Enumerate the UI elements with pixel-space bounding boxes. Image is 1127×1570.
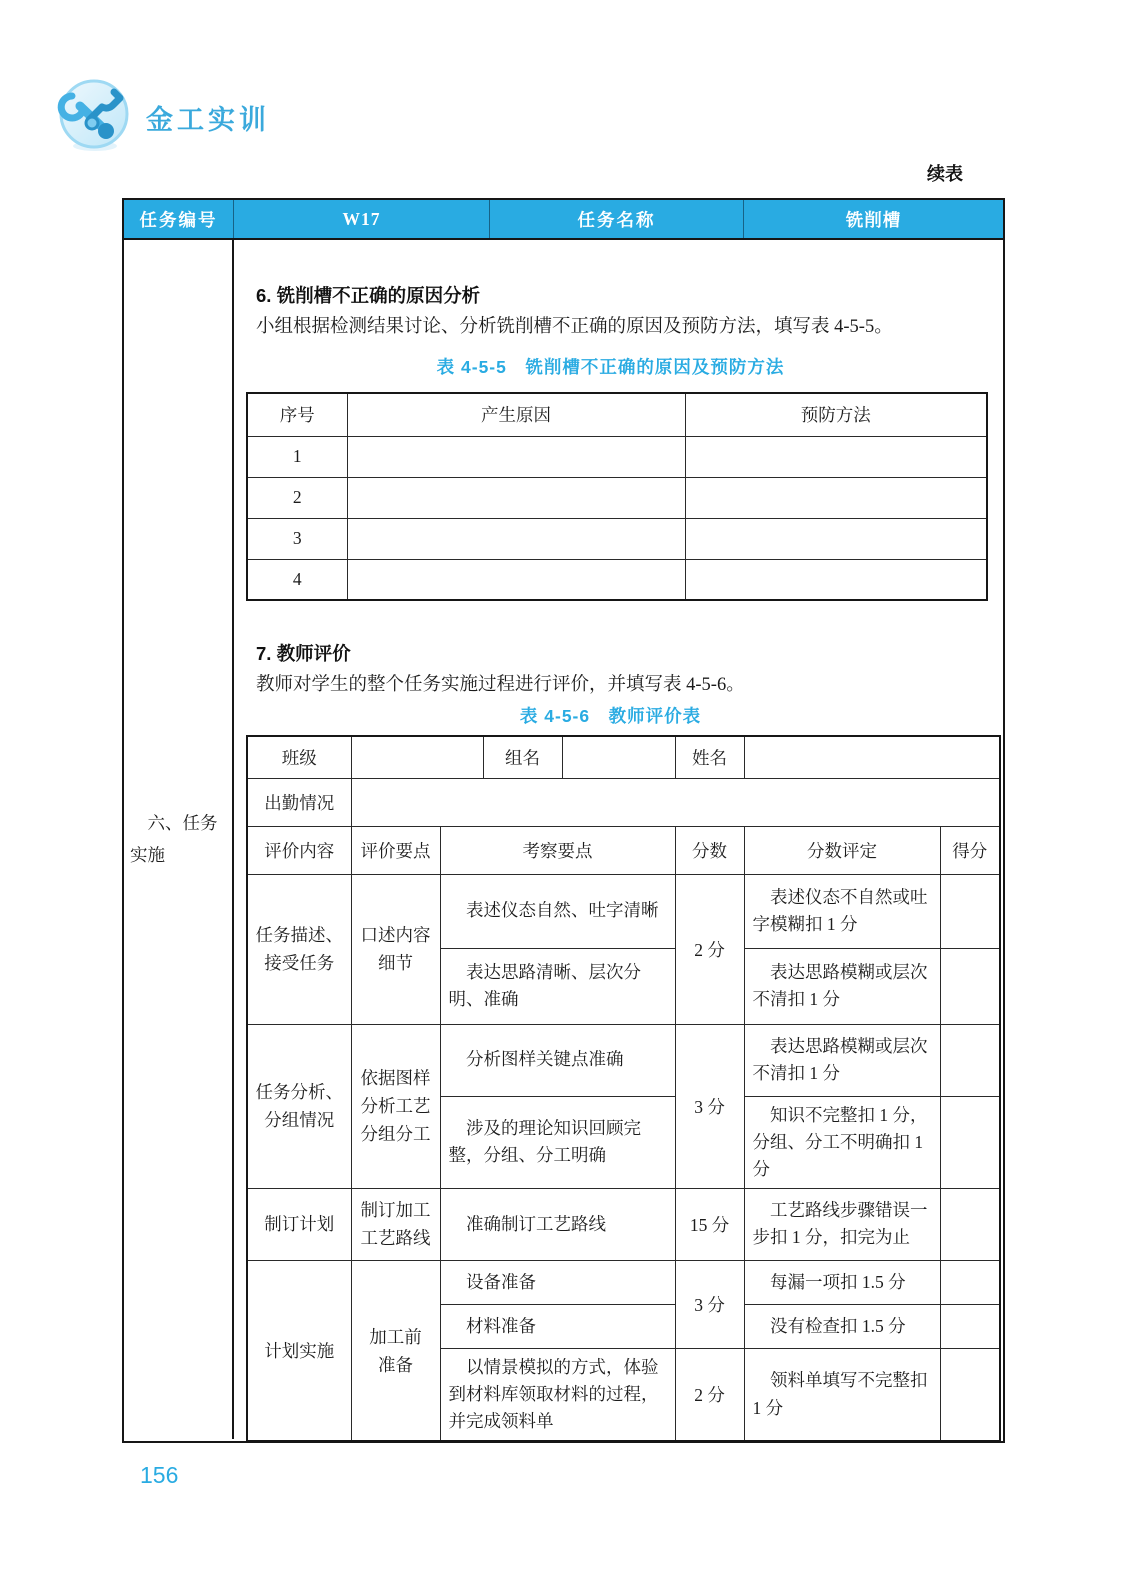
score-cell: 15 分	[675, 1188, 744, 1260]
wrench-logo-icon	[56, 76, 134, 159]
section-6-body: 小组根据检测结果讨论、分析铣削槽不正确的原因及预防方法，填写表 4-5-5。	[256, 317, 893, 337]
grading-cell: 表述仪态不自然或吐字模糊扣 1 分	[744, 874, 940, 948]
attendance-row	[247, 778, 1000, 826]
content-cell: 任务分析、分组情况	[247, 1024, 351, 1188]
name-input-cell	[744, 736, 1000, 778]
continued-table-label: 续表	[927, 164, 963, 184]
score-cell: 3 分	[675, 1260, 744, 1348]
seq-cell: 2	[247, 477, 347, 518]
brand	[56, 76, 270, 159]
inspect-cell: 表达思路清晰、层次分明、准确	[440, 948, 675, 1024]
col-header-seq: 序号	[247, 393, 347, 436]
score-cell: 2 分	[675, 1348, 744, 1441]
class-input-cell	[351, 736, 483, 778]
eval-row	[247, 1260, 1000, 1304]
point-cell: 口述内容细节	[351, 874, 440, 1024]
empty-cell	[347, 436, 685, 477]
cause-table-header-row	[247, 393, 987, 436]
result-cell	[940, 1024, 1000, 1096]
empty-cell	[347, 518, 685, 559]
content-cell: 制订计划	[247, 1188, 351, 1260]
point-cell: 制订加工工艺路线	[351, 1188, 440, 1260]
point-cell: 依据图样分析工艺分组分工	[351, 1024, 440, 1188]
attendance-label-cell: 出勤情况	[247, 778, 351, 826]
inspect-cell: 涉及的理论知识回顾完整，分组、分工明确	[440, 1096, 675, 1188]
result-cell	[940, 1260, 1000, 1304]
task-name-value: 铣削槽	[845, 209, 902, 230]
grading-cell: 每漏一项扣 1.5 分	[744, 1260, 940, 1304]
empty-cell	[685, 477, 987, 518]
empty-cell	[347, 477, 685, 518]
score-cell: 3 分	[675, 1024, 744, 1188]
col-header-inspect: 考察要点	[440, 826, 675, 874]
attendance-input-cell	[351, 778, 1000, 826]
result-cell	[940, 1348, 1000, 1441]
task-header-row	[124, 200, 1003, 240]
result-cell	[940, 1304, 1000, 1348]
col-header-result: 得分	[940, 826, 1000, 874]
result-cell	[940, 874, 1000, 948]
section-6-title: 6. 铣削槽不正确的原因分析	[256, 285, 481, 306]
col-header-content: 评价内容	[247, 826, 351, 874]
inspect-cell: 材料准备	[440, 1304, 675, 1348]
eval-row	[247, 874, 1000, 948]
col-header-prevention: 预防方法	[685, 393, 987, 436]
task-id-label: 任务编号	[124, 200, 234, 238]
cause-table-row	[247, 436, 987, 477]
sidebar-cell	[124, 240, 234, 1439]
task-id-value: W17	[234, 200, 490, 238]
empty-cell	[685, 436, 987, 477]
grading-cell: 表达思路模糊或层次不清扣 1 分	[744, 948, 940, 1024]
grading-cell: 知识不完整扣 1 分，分组、分工不明确扣 1 分	[744, 1096, 940, 1188]
inspect-cell: 设备准备	[440, 1260, 675, 1304]
eval-header-row	[247, 826, 1000, 874]
inspect-cell: 分析图样关键点准确	[440, 1024, 675, 1096]
grading-cell: 工艺路线步骤错误一步扣 1 分，扣完为止	[744, 1188, 940, 1260]
content-cell: 计划实施	[247, 1260, 351, 1441]
class-label-cell: 班级	[247, 736, 351, 778]
eval-row	[247, 1024, 1000, 1096]
col-header-cause: 产生原因	[347, 393, 685, 436]
cause-prevention-table	[246, 392, 988, 601]
seq-cell: 4	[247, 559, 347, 600]
teacher-evaluation-table	[246, 735, 1001, 1442]
empty-cell	[685, 518, 987, 559]
seq-cell: 1	[247, 436, 347, 477]
empty-cell	[685, 559, 987, 600]
score-cell: 2 分	[675, 874, 744, 1024]
result-cell	[940, 1188, 1000, 1260]
result-cell	[940, 948, 1000, 1024]
point-cell: 加工前准备	[351, 1260, 440, 1441]
col-header-grading: 分数评定	[744, 826, 940, 874]
group-input-cell	[562, 736, 675, 778]
table-4-5-5-caption: 表 4-5-5 铣削槽不正确的原因及预防方法	[436, 357, 785, 377]
col-header-point: 评价要点	[351, 826, 440, 874]
page-number: 156	[140, 1462, 179, 1488]
brand-name: 金工实训	[146, 105, 270, 135]
inspect-cell: 表述仪态自然、吐字清晰	[440, 874, 675, 948]
result-cell	[940, 1096, 1000, 1188]
eval-row	[247, 1188, 1000, 1260]
col-header-score: 分数	[675, 826, 744, 874]
task-frame	[122, 198, 1005, 1443]
section-7-body: 教师对学生的整个任务实施过程进行评价，并填写表 4-5-6。	[256, 675, 745, 695]
task-name-label: 任务名称	[490, 200, 744, 238]
empty-cell	[347, 559, 685, 600]
cause-table-row	[247, 518, 987, 559]
content-area	[234, 240, 1003, 1439]
grading-cell: 领料单填写不完整扣 1 分	[744, 1348, 940, 1441]
inspect-cell: 以情景模拟的方式，体验到材料库领取材料的过程，并完成领料单	[440, 1348, 675, 1441]
cause-table-row	[247, 477, 987, 518]
seq-cell: 3	[247, 518, 347, 559]
sidebar-label: 六、任务实施	[130, 813, 218, 865]
name-label-cell: 姓名	[675, 736, 744, 778]
info-row	[247, 736, 1000, 778]
grading-cell: 表达思路模糊或层次不清扣 1 分	[744, 1024, 940, 1096]
section-7-title: 7. 教师评价	[256, 643, 351, 664]
content-cell: 任务描述、接受任务	[247, 874, 351, 1024]
table-4-5-6-caption: 表 4-5-6 教师评价表	[519, 706, 702, 726]
cause-table-row	[247, 559, 987, 600]
group-label-cell: 组名	[483, 736, 562, 778]
grading-cell: 没有检查扣 1.5 分	[744, 1304, 940, 1348]
inspect-cell: 准确制订工艺路线	[440, 1188, 675, 1260]
